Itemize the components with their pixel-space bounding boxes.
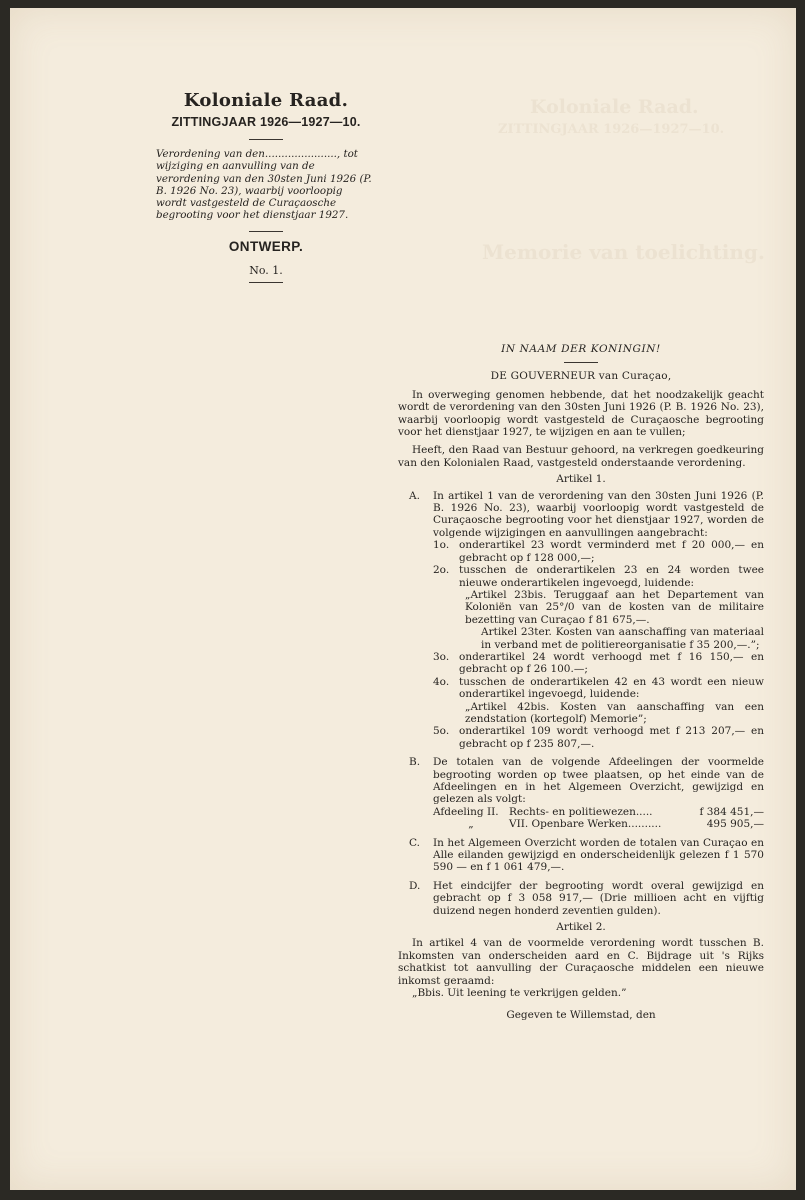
considering-paragraph: In overweging genomen hebbende, dat het noodzakelijk geacht wordt de verordening van den 30sten Juni 1926 (P. B. 1926 No. 23), waarbij voorloopig wordt vastgesteld de Curaçaosche begrooting voor het dienstjaar 1927, te wijzigen en aan te vullen; — [398, 388, 764, 439]
sub-item — [433, 564, 764, 589]
divider — [564, 362, 598, 363]
sub-item — [433, 651, 764, 676]
draft-number: No. 1. — [249, 263, 283, 277]
draft-label: ONTWERP. — [228, 238, 304, 254]
totals-description: VII. Openbare Werken.......... — [509, 818, 662, 831]
totals-row — [433, 818, 764, 830]
totals-row — [433, 806, 764, 818]
divider — [249, 282, 283, 283]
royal-heading: IN NAAM DER KONINGIN! — [501, 343, 661, 355]
article-2-title: Artikel 2. — [556, 921, 606, 934]
article-2-text: In artikel 4 van de voormelde verordening wordt tusschen B. Inkomsten van onderscheiden aard en C. Bijdrage uit 's Rijks schatkist tot aanvulling der Curaçaosche middelen een nieuwe inkomst geraamd: — [398, 937, 764, 987]
clause-a — [398, 490, 764, 751]
clause-d — [398, 880, 764, 917]
sub-text: tusschen de onderartikelen 23 en 24 worden twee nieuwe onderartikelen ingevoegd, luidende: — [459, 564, 764, 589]
sub-label: 4o. — [433, 675, 450, 688]
article-1-title: Artikel 1. — [556, 473, 606, 486]
sub-label: 1o. — [433, 539, 450, 552]
totals-division: „ — [468, 818, 474, 831]
clause-label: B. — [409, 756, 421, 769]
enacted-paragraph: Heeft, den Raad van Bestuur gehoord, na verkregen goedkeuring van den Kolonialen Raad, vastgesteld onderstaande verordening. — [398, 444, 764, 469]
sub-label: 3o. — [433, 650, 450, 663]
quoted-article-23bis: „Artikel 23bis. Teruggaaf aan het Departement van Koloniën van 25°/0 van de kosten van de militaire bezetting van Curaçao f 81 675,—. — [465, 588, 764, 626]
sub-text: onderartikel 24 wordt verhoogd met f 16 150,— en gebracht op f 26 100.—; — [459, 650, 764, 676]
sub-label: 5o. — [433, 725, 450, 738]
document-page — [10, 8, 796, 1190]
divider — [249, 139, 283, 140]
council-title: Koloniale Raad. — [183, 90, 349, 111]
totals-amount: f 384 451,— — [699, 805, 764, 818]
clause-label: D. — [409, 879, 421, 892]
clause-label: C. — [409, 836, 420, 849]
ordinance-preamble: Verordening van den......................, tot wijziging en aanvulling van de verordening van den 30sten Juni 1926 (P. B. 1926 No. 23), waarbij voorloopig wordt vastgesteld de Curaçaosche begrooting voor het dienstjaar 1927. — [156, 148, 372, 222]
clause-text: In het Algemeen Overzicht worden de totalen van Curaçao en Alle eilanden gewijzigd en onderscheidenlijk gelezen f 1 570 590 — en f 1 061 479,—. — [433, 836, 764, 874]
sub-text: tusschen de onderartikelen 42 en 43 wordt een nieuw onderartikel ingevoegd, luidende: — [459, 675, 764, 701]
clause-b — [398, 756, 764, 830]
sub-item — [433, 676, 764, 701]
divider — [249, 231, 283, 232]
clause-c — [398, 837, 764, 874]
clause-text: Het eindcijfer der begrooting wordt overal gewijzigd en gebracht op f 3 058 917,— (Drie millioen acht en vijftig duizend negen honderd zeventien gulden). — [433, 879, 764, 917]
totals-amount: 495 905,— — [706, 818, 764, 831]
bleed-through-memorie: Memorie van toelichting. — [482, 240, 765, 264]
closing-line: Gegeven te Willemstad, den — [506, 1008, 656, 1021]
quoted-article-42bis: „Artikel 42bis. Kosten van aanschaffing van een zendstation (kortegolf) Memorie”; — [465, 700, 764, 725]
bleed-through-session: ZITTINGJAAR 1926—1927—10. — [498, 122, 725, 137]
bleed-through-title: Koloniale Raad. — [530, 96, 699, 118]
ordinance-body — [398, 343, 764, 1021]
clause-text: De totalen van de volgende Afdeelingen der voormelde begrooting worden op twee plaatsen, op het einde van de Afdeelingen en in het Algemeen Overzicht, gewijzigd en gelezen als volgt: — [433, 756, 764, 806]
quoted-article-23ter: Artikel 23ter. Kosten van aanschaffing van materiaal in verband met de politiereorganisatie f 35 200,—.”; — [481, 626, 764, 651]
totals-division: Afdeeling II. — [433, 805, 499, 818]
clause-text: In artikel 1 van de verordening van den 30sten Juni 1926 (P. B. 1926 No. 23), waarbij voorloopig wordt vastgesteld de Curaçaosche begrooting voor het dienstjaar 1927, worden de volgende wijzigingen en aanvullingen aangebracht: — [433, 489, 764, 539]
session-year: ZITTINGJAAR 1926—1927—10. — [171, 115, 361, 129]
sub-text: onderartikel 23 wordt verminderd met f 20 000,— en gebracht op f 128 000,—; — [459, 539, 764, 564]
sub-item — [433, 725, 764, 750]
totals-description: Rechts- en politiewezen..... — [509, 805, 653, 818]
governor-line: DE GOUVERNEUR van Curaçao, — [490, 370, 672, 383]
sub-item — [433, 539, 764, 564]
clause-label: A. — [409, 489, 420, 502]
sub-text: onderartikel 109 wordt verhoogd met f 213 207,— en gebracht op f 235 807,—. — [459, 725, 764, 750]
article-2-quote: „Bbis. Uit leening te verkrijgen gelden.” — [412, 987, 627, 1000]
sub-label: 2o. — [433, 564, 450, 577]
header-block — [150, 90, 382, 283]
